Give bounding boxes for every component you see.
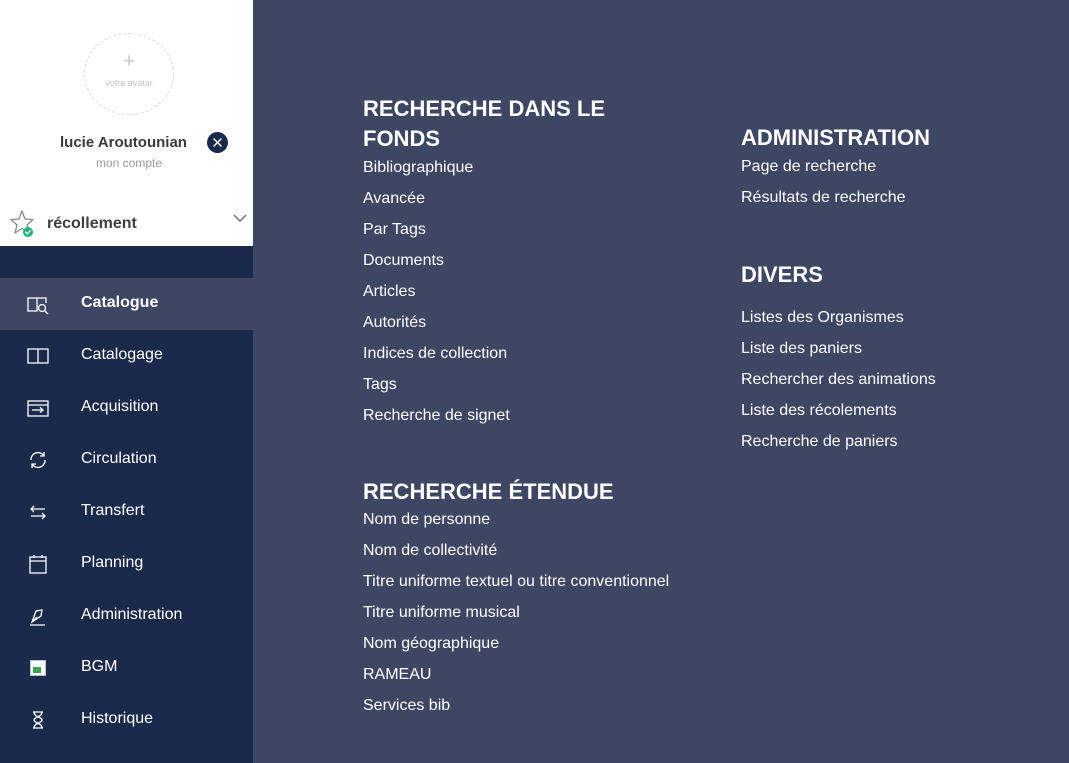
refresh-icon [27,449,49,471]
section-recherche-etendue [363,477,723,727]
link-nom-geographique[interactable]: Nom géographique [363,635,500,652]
sidebar [0,0,253,763]
link-recherche-paniers[interactable]: Recherche de paniers [741,433,898,450]
nav-label: Planning [81,554,144,571]
nav-item-bgm[interactable] [0,642,253,694]
nav-item-administration[interactable] [0,590,253,642]
link-recherche-signet[interactable]: Recherche de signet [363,407,510,424]
link-rechercher-animations[interactable]: Rechercher des animations [741,371,936,388]
link-liste-paniers[interactable]: Liste des paniers [741,340,862,357]
nav-item-transfert[interactable] [0,486,253,538]
link-list [741,157,1041,219]
chevron-down-icon [233,213,247,223]
calendar-icon [27,553,49,575]
nav-label: Administration [81,606,183,623]
broken-image-icon [30,660,46,676]
link-page-recherche[interactable]: Page de recherche [741,158,877,175]
nav-label: Historique [81,710,154,727]
nav-item-planning[interactable] [0,538,253,590]
star-check-icon [10,209,36,237]
nav-item-historique[interactable] [0,694,253,746]
link-indices-collection[interactable]: Indices de collection [363,345,508,362]
section-title: ADMINISTRATION [741,125,931,150]
section-title: DIVERS [741,262,823,287]
transfer-arrows-icon [27,501,49,523]
section-recherche-fonds [363,94,663,437]
plus-icon: + [122,48,136,73]
avatar-placeholder-text: votre avatar [105,78,153,88]
link-tags[interactable]: Tags [363,376,397,393]
link-services-bib[interactable]: Services bib [363,697,451,714]
nav-item-acquisition[interactable] [0,382,253,434]
mode-selector[interactable] [0,205,253,241]
link-listes-organismes[interactable]: Listes des Organismes [741,309,904,326]
nav-item-catalogue[interactable] [0,278,253,330]
mode-label: récollement [47,215,137,232]
nav-label: Catalogue [81,294,159,311]
link-list [741,308,1041,463]
book-search-icon [27,293,49,315]
nav-label: Acquisition [81,398,159,415]
section-administration [741,123,1041,219]
link-articles[interactable]: Articles [363,283,416,300]
link-resultats-recherche[interactable]: Résultats de recherche [741,189,906,206]
pen-icon [27,605,49,627]
nav-label: BGM [81,658,118,675]
section-title: RECHERCHE ÉTENDUE [363,479,614,504]
open-book-icon [27,345,49,367]
section-title: RECHERCHE DANS LE FONDS [363,96,606,151]
nav-label: Transfert [81,502,145,519]
section-divers [741,260,1041,463]
profile-panel [0,0,253,246]
avatar-upload[interactable] [84,33,174,115]
link-avancee[interactable]: Avancée [363,190,425,207]
link-autorites[interactable]: Autorités [363,314,427,331]
nav-label: Catalogage [81,346,163,363]
link-rameau[interactable]: RAMEAU [363,666,432,683]
link-documents[interactable]: Documents [363,252,444,269]
logout-button[interactable] [207,132,228,153]
nav-label: Circulation [81,450,157,467]
username: lucie Aroutounian [60,134,187,151]
hourglass-icon [27,709,49,731]
nav-item-circulation[interactable] [0,434,253,486]
inbox-arrow-icon [27,397,49,419]
link-list [363,158,663,437]
link-list [363,510,723,727]
main-nav [0,278,253,746]
close-icon [207,132,228,153]
link-titre-uniforme-textuel[interactable]: Titre uniforme textuel ou titre conventionnel [363,573,670,590]
link-nom-personne[interactable]: Nom de personne [363,511,491,528]
link-nom-collectivite[interactable]: Nom de collectivité [363,542,498,559]
nav-item-catalogage[interactable] [0,330,253,382]
link-titre-uniforme-musical[interactable]: Titre uniforme musical [363,604,520,621]
link-par-tags[interactable]: Par Tags [363,221,426,238]
link-liste-recolements[interactable]: Liste des récolements [741,402,897,419]
account-link[interactable]: mon compte [95,156,163,170]
link-bibliographique[interactable]: Bibliographique [363,159,474,176]
